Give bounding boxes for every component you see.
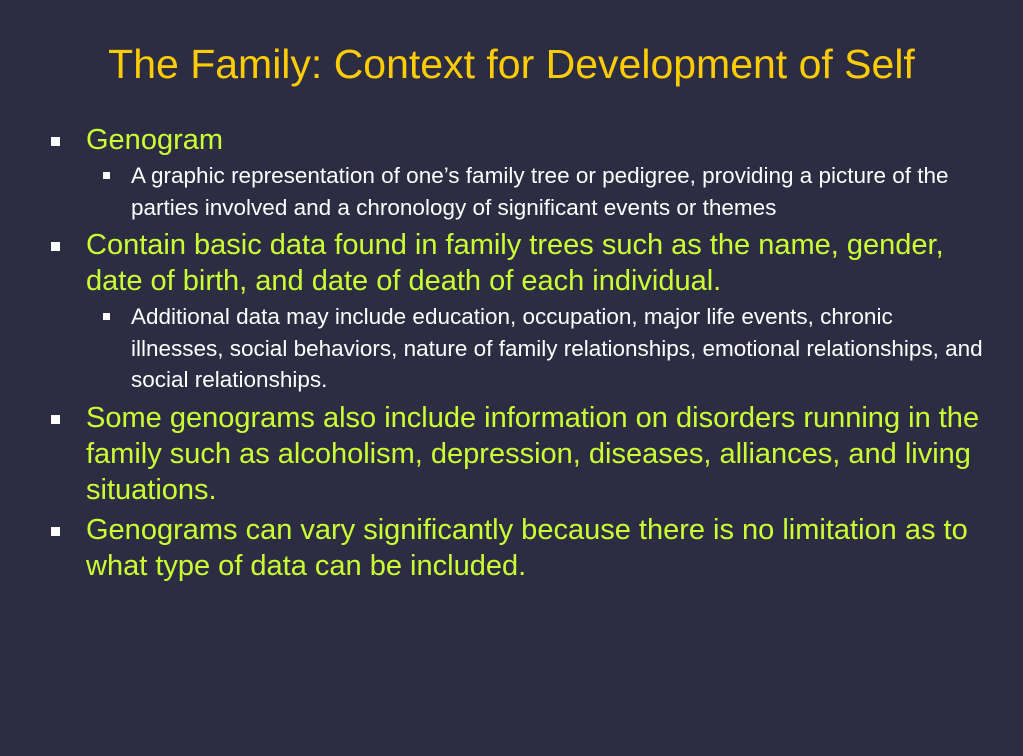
bullet-list — [48, 122, 988, 588]
square-bullet-icon — [103, 172, 110, 179]
sub-bullet-item — [86, 301, 988, 396]
bullet-item-disorders — [48, 400, 988, 508]
square-bullet-icon — [51, 242, 60, 251]
bullet-item-genogram — [48, 122, 988, 223]
bullet-text: Genogram — [86, 124, 224, 156]
sub-bullet-item — [86, 160, 988, 223]
bullet-item-basic-data — [48, 227, 988, 396]
bullet-item-variation — [48, 512, 988, 584]
bullet-text: Some genograms also include information on disorders running in the family such as alcoholism, depression, diseases, alliances, and living situations. — [86, 401, 980, 506]
square-bullet-icon — [103, 313, 110, 320]
square-bullet-icon — [51, 415, 60, 424]
bullet-text: Genograms can vary significantly because there is no limitation as to what type of data can be included. — [86, 513, 968, 582]
square-bullet-icon — [51, 527, 60, 536]
slide-title: The Family: Context for Development of Self — [108, 41, 915, 87]
sub-bullet-list — [86, 301, 988, 396]
sub-bullet-list — [86, 160, 988, 223]
sub-bullet-text: Additional data may include education, occupation, major life events, chronic illnesses, social behaviors, nature of family relationships, emotional relationships, and social relationships. — [131, 304, 983, 392]
bullet-text: Contain basic data found in family trees such as the name, gender, date of birth, and date of death of each individual. — [86, 229, 944, 297]
sub-bullet-text: A graphic representation of one’s family tree or pedigree, providing a picture of the parties involved and a chronology of significant events or themes — [131, 163, 949, 220]
square-bullet-icon — [51, 137, 60, 146]
